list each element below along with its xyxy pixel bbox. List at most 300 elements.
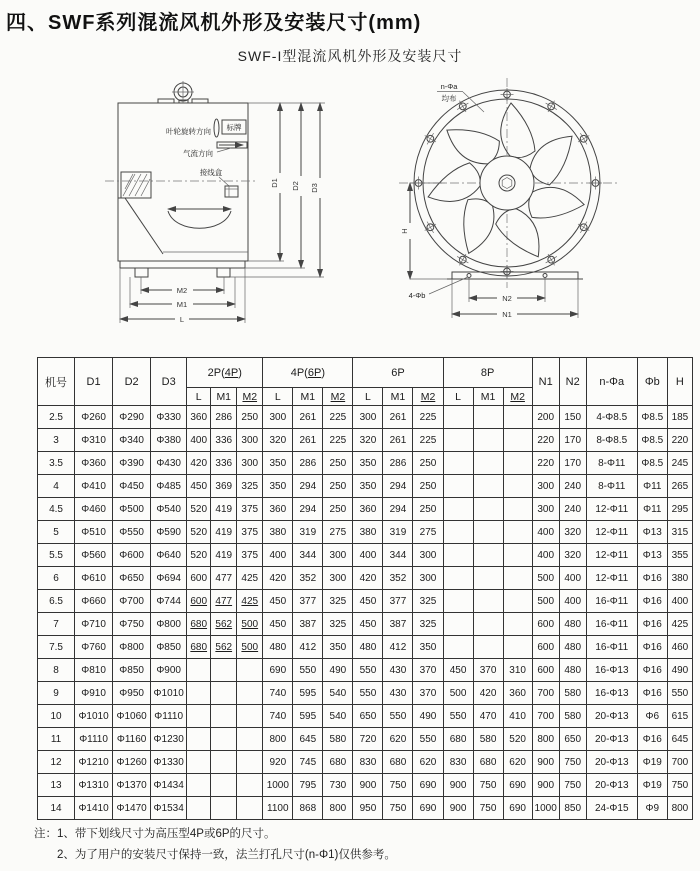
table-cell: 868	[293, 797, 323, 820]
table-cell: 500	[443, 682, 473, 705]
table-cell	[503, 590, 532, 613]
table-cell: 185	[667, 406, 692, 429]
dimension-h	[400, 183, 447, 279]
table-cell: 20-Φ13	[586, 751, 637, 774]
table-cell	[211, 797, 237, 820]
table-cell: Φ6	[637, 705, 667, 728]
svg-text:N1: N1	[502, 310, 512, 319]
table-cell: 380	[667, 567, 692, 590]
table-cell	[211, 774, 237, 797]
table-cell: 225	[323, 406, 353, 429]
svg-text:D2: D2	[291, 181, 300, 191]
table-cell: 500	[532, 590, 559, 613]
table-cell: Φ410	[75, 475, 113, 498]
table-cell: 350	[323, 636, 353, 659]
table-cell: 12-Φ11	[586, 521, 637, 544]
table-cell: Φ11	[637, 498, 667, 521]
table-cell: 370	[473, 659, 503, 682]
table-cell	[237, 774, 263, 797]
table-cell: 261	[293, 406, 323, 429]
table-cell	[443, 521, 473, 544]
table-cell: 490	[667, 659, 692, 682]
table-cell: 336	[211, 452, 237, 475]
table-cell: 550	[353, 682, 383, 705]
table-cell: 500	[237, 636, 263, 659]
table-cell: 750	[559, 774, 586, 797]
table-cell: Φ1010	[151, 682, 187, 705]
airflow-direction-label	[183, 142, 247, 158]
table-cell: 377	[383, 590, 413, 613]
table-cell: 4-Φ8.5	[586, 406, 637, 429]
table-cell: 352	[293, 567, 323, 590]
table-cell	[443, 544, 473, 567]
table-cell: 350	[413, 636, 443, 659]
table-row	[38, 567, 693, 590]
table-cell: 800	[532, 728, 559, 751]
table-cell: 750	[473, 797, 503, 820]
table-cell: 450	[187, 475, 211, 498]
table-cell	[237, 659, 263, 682]
table-cell: Φ900	[151, 659, 187, 682]
svg-text:均布: 均布	[441, 94, 457, 103]
table-cell: 4	[38, 475, 75, 498]
table-cell: 350	[263, 475, 293, 498]
table-cell	[443, 613, 473, 636]
table-cell: 419	[211, 498, 237, 521]
table-cell	[443, 475, 473, 498]
svg-text:D3: D3	[310, 183, 319, 193]
table-cell: 700	[532, 705, 559, 728]
table-cell: 450	[263, 613, 293, 636]
dimension-l	[120, 268, 245, 324]
table-cell	[211, 659, 237, 682]
table-cell: 580	[323, 728, 353, 751]
table-cell: 580	[473, 728, 503, 751]
table-cell: 562	[211, 613, 237, 636]
table-cell: Φ310	[75, 429, 113, 452]
table-cell	[187, 797, 211, 820]
table-cell: 336	[211, 429, 237, 452]
table-cell: 12-Φ11	[586, 567, 637, 590]
table-cell: 900	[443, 774, 473, 797]
table-cell: Φ11	[637, 475, 667, 498]
table-cell: 419	[211, 521, 237, 544]
table-cell: 387	[383, 613, 413, 636]
table-cell: 540	[323, 682, 353, 705]
table-cell: 477	[211, 567, 237, 590]
table-cell	[473, 567, 503, 590]
table-cell: 275	[323, 521, 353, 544]
table-cell: 620	[503, 751, 532, 774]
table-cell: 295	[667, 498, 692, 521]
table-cell: 900	[353, 774, 383, 797]
table-cell: 355	[667, 544, 692, 567]
table-cell: Φ13	[637, 544, 667, 567]
table-cell	[211, 705, 237, 728]
table-cell: Φ810	[75, 659, 113, 682]
table-cell: 3	[38, 429, 75, 452]
table-cell: 400	[559, 567, 586, 590]
table-cell	[443, 429, 473, 452]
table-cell: 275	[413, 521, 443, 544]
table-cell: 261	[293, 429, 323, 452]
table-cell: 300	[413, 567, 443, 590]
table-cell: 425	[237, 590, 263, 613]
table-cell: 20-Φ13	[586, 728, 637, 751]
header-d3: D3	[151, 358, 187, 406]
dimension-m2	[141, 277, 224, 295]
table-cell: 680	[187, 636, 211, 659]
table-cell: 920	[263, 751, 293, 774]
table-cell: 460	[667, 636, 692, 659]
table-cell: 650	[353, 705, 383, 728]
table-cell: 1000	[532, 797, 559, 820]
table-cell: Φ16	[637, 728, 667, 751]
table-cell: Φ610	[75, 567, 113, 590]
table-cell: 795	[293, 774, 323, 797]
table-cell: 12	[38, 751, 75, 774]
lifting-eyebolt-icon	[172, 81, 194, 103]
table-cell: 240	[559, 498, 586, 521]
table-cell: 11	[38, 728, 75, 751]
table-cell: 450	[263, 590, 293, 613]
table-cell: 265	[667, 475, 692, 498]
header-n2: N2	[559, 358, 586, 406]
table-cell: 225	[413, 429, 443, 452]
table-cell: 220	[532, 429, 559, 452]
table-cell: 700	[667, 751, 692, 774]
fan-table-body	[38, 406, 693, 820]
table-cell: 400	[559, 590, 586, 613]
table-cell: 360	[353, 498, 383, 521]
table-cell: Φ540	[151, 498, 187, 521]
table-cell: 480	[559, 659, 586, 682]
table-cell: 500	[237, 613, 263, 636]
table-cell: 400	[263, 544, 293, 567]
table-cell: 24-Φ15	[586, 797, 637, 820]
header-h: H	[667, 358, 692, 406]
table-cell: 320	[353, 429, 383, 452]
table-cell: 450	[353, 613, 383, 636]
table-cell: 16-Φ11	[586, 636, 637, 659]
table-cell: Φ16	[637, 613, 667, 636]
table-cell	[503, 613, 532, 636]
header-group-2p: 2P(4P)	[187, 358, 263, 388]
table-cell: 370	[413, 682, 443, 705]
table-cell: 645	[293, 728, 323, 751]
table-cell: 360	[503, 682, 532, 705]
table-cell: 830	[353, 751, 383, 774]
table-cell: Φ460	[75, 498, 113, 521]
svg-text:叶轮旋转方向: 叶轮旋转方向	[166, 127, 211, 136]
table-cell: Φ13	[637, 521, 667, 544]
table-cell: 261	[383, 429, 413, 452]
header-fb: Φb	[637, 358, 667, 406]
table-cell: Φ290	[113, 406, 151, 429]
table-cell: 690	[503, 774, 532, 797]
table-cell: 300	[323, 544, 353, 567]
table-row	[38, 728, 693, 751]
table-cell: 250	[413, 498, 443, 521]
table-cell	[473, 498, 503, 521]
dimension-d3	[230, 103, 324, 277]
table-cell: 690	[413, 774, 443, 797]
table-cell: Φ1060	[113, 705, 151, 728]
table-cell: Φ710	[75, 613, 113, 636]
table-cell: Φ330	[151, 406, 187, 429]
table-cell: 645	[667, 728, 692, 751]
table-cell: 620	[383, 728, 413, 751]
subheader-m2: M2	[503, 388, 532, 406]
table-cell: 600	[187, 567, 211, 590]
header-nfa: n-Φa	[586, 358, 637, 406]
table-cell: 750	[667, 774, 692, 797]
table-cell: 690	[503, 797, 532, 820]
table-cell: 286	[293, 452, 323, 475]
table-cell: 800	[263, 728, 293, 751]
table-cell: 600	[532, 659, 559, 682]
table-cell: Φ360	[75, 452, 113, 475]
table-cell: 325	[413, 590, 443, 613]
table-cell	[237, 682, 263, 705]
table-cell: 830	[443, 751, 473, 774]
table-cell: 5	[38, 521, 75, 544]
table-cell: 200	[532, 406, 559, 429]
table-cell: 420	[353, 567, 383, 590]
table-cell: Φ16	[637, 590, 667, 613]
table-cell: 369	[211, 475, 237, 498]
table-cell: Φ550	[113, 521, 151, 544]
table-cell: 550	[353, 659, 383, 682]
table-cell: 220	[667, 429, 692, 452]
table-cell: 286	[383, 452, 413, 475]
table-cell	[237, 705, 263, 728]
table-cell: 900	[532, 751, 559, 774]
table-cell: 375	[237, 521, 263, 544]
table-cell: Φ600	[113, 544, 151, 567]
table-cell: 550	[383, 705, 413, 728]
table-cell: Φ850	[113, 659, 151, 682]
table-row	[38, 751, 693, 774]
page-title: 四、SWF系列混流风机外形及安装尺寸(mm)	[6, 12, 422, 34]
table-cell: Φ560	[75, 544, 113, 567]
subheader-m1: M1	[473, 388, 503, 406]
table-cell: 595	[293, 682, 323, 705]
table-cell: 580	[559, 705, 586, 728]
table-cell: Φ800	[113, 636, 151, 659]
table-cell	[503, 544, 532, 567]
table-cell	[503, 567, 532, 590]
table-cell: 745	[293, 751, 323, 774]
table-cell	[187, 659, 211, 682]
header-group-4p: 4P(6P)	[263, 358, 353, 388]
table-cell	[503, 429, 532, 452]
table-cell	[187, 751, 211, 774]
table-cell: 250	[237, 406, 263, 429]
table-cell: 9	[38, 682, 75, 705]
table-cell: 730	[323, 774, 353, 797]
rotation-direction-label	[166, 119, 219, 137]
table-cell	[211, 682, 237, 705]
base-holes-callout	[409, 277, 468, 300]
table-cell: 400	[532, 544, 559, 567]
table-cell: 5.5	[38, 544, 75, 567]
table-cell: Φ1470	[113, 797, 151, 820]
table-cell	[473, 613, 503, 636]
table-cell: 300	[237, 452, 263, 475]
table-cell: 615	[667, 705, 692, 728]
table-row	[38, 636, 693, 659]
table-cell: 750	[383, 774, 413, 797]
table-cell: 352	[383, 567, 413, 590]
table-cell: Φ590	[151, 521, 187, 544]
table-cell: 520	[187, 498, 211, 521]
table-cell: 419	[211, 544, 237, 567]
table-row	[38, 659, 693, 682]
table-row	[38, 452, 693, 475]
table-cell: Φ16	[637, 567, 667, 590]
table-cell: 294	[293, 475, 323, 498]
table-cell: 450	[353, 590, 383, 613]
svg-text:N2: N2	[502, 294, 512, 303]
table-cell: 8-Φ11	[586, 452, 637, 475]
table-cell: 6	[38, 567, 75, 590]
table-cell	[443, 452, 473, 475]
svg-text:D1: D1	[270, 178, 279, 188]
table-cell: 12-Φ11	[586, 498, 637, 521]
table-cell: 680	[187, 613, 211, 636]
table-cell: 310	[503, 659, 532, 682]
table-cell: Φ1230	[151, 728, 187, 751]
table-cell: 344	[383, 544, 413, 567]
table-cell: 680	[473, 751, 503, 774]
table-cell: 170	[559, 429, 586, 452]
table-cell: 690	[263, 659, 293, 682]
svg-text:4-Φb: 4-Φb	[408, 291, 426, 300]
table-cell: 470	[473, 705, 503, 728]
table-cell: Φ1370	[113, 774, 151, 797]
table-cell: Φ19	[637, 774, 667, 797]
svg-text:接线盒: 接线盒	[199, 168, 223, 177]
table-cell: Φ660	[75, 590, 113, 613]
table-cell: Φ650	[113, 567, 151, 590]
table-cell: 680	[323, 751, 353, 774]
table-cell: 740	[263, 705, 293, 728]
table-cell: 16-Φ13	[586, 682, 637, 705]
table-cell	[187, 774, 211, 797]
table-cell: Φ1310	[75, 774, 113, 797]
fan-body-outline	[118, 81, 248, 261]
table-cell: 400	[353, 544, 383, 567]
table-cell: 16-Φ11	[586, 590, 637, 613]
svg-text:M1: M1	[176, 300, 188, 309]
table-row	[38, 590, 693, 613]
header-group-6p: 6P	[353, 358, 443, 388]
table-cell: 225	[323, 429, 353, 452]
table-cell: Φ700	[113, 590, 151, 613]
table-cell: 410	[503, 705, 532, 728]
table-cell: 360	[187, 406, 211, 429]
table-cell	[473, 406, 503, 429]
table-cell: 425	[237, 567, 263, 590]
table-cell: Φ744	[151, 590, 187, 613]
subheader-m1: M1	[383, 388, 413, 406]
table-cell: 320	[559, 544, 586, 567]
table-cell: 580	[559, 682, 586, 705]
subheader-l: L	[263, 388, 293, 406]
table-cell: 10	[38, 705, 75, 728]
table-cell: Φ340	[113, 429, 151, 452]
table-cell: 3.5	[38, 452, 75, 475]
table-cell: 425	[667, 613, 692, 636]
svg-text:L: L	[179, 315, 185, 324]
table-cell: 225	[413, 406, 443, 429]
header-group-8p: 8P	[443, 358, 532, 388]
table-cell: 400	[667, 590, 692, 613]
svg-text:H: H	[400, 228, 409, 234]
table-cell	[503, 521, 532, 544]
table-cell: Φ850	[151, 636, 187, 659]
dimension-n1	[452, 279, 578, 319]
table-cell: 380	[263, 521, 293, 544]
footnote-2: 2、为了用户的安装尺寸保持一致，法兰打孔尺寸(n-Φ1)仅供参考。	[57, 849, 396, 862]
table-cell: 250	[413, 452, 443, 475]
subheader-m1: M1	[211, 388, 237, 406]
table-cell	[473, 521, 503, 544]
table-cell: 20-Φ13	[586, 774, 637, 797]
table-cell: 150	[559, 406, 586, 429]
table-cell: 550	[413, 728, 443, 751]
header-jihao: 机号	[38, 358, 75, 406]
table-cell: Φ8.5	[637, 429, 667, 452]
table-cell: 680	[443, 728, 473, 751]
table-cell: 16-Φ13	[586, 659, 637, 682]
table-cell	[443, 636, 473, 659]
subheader-m2: M2	[413, 388, 443, 406]
table-cell	[473, 475, 503, 498]
table-cell: Φ1330	[151, 751, 187, 774]
table-cell	[211, 751, 237, 774]
table-cell: 350	[263, 452, 293, 475]
table-row	[38, 544, 693, 567]
table-cell: 319	[293, 521, 323, 544]
table-cell: 600	[187, 590, 211, 613]
table-cell: 294	[293, 498, 323, 521]
table-cell: 412	[293, 636, 323, 659]
table-cell: 8-Φ8.5	[586, 429, 637, 452]
table-cell: 680	[383, 751, 413, 774]
table-cell: 480	[263, 636, 293, 659]
table-cell	[211, 728, 237, 751]
table-cell: 250	[323, 475, 353, 498]
footnotes	[34, 824, 684, 867]
table-cell	[237, 728, 263, 751]
table-cell: 344	[293, 544, 323, 567]
table-row	[38, 705, 693, 728]
table-cell: 377	[293, 590, 323, 613]
dimension-n2	[469, 278, 545, 303]
table-cell	[473, 636, 503, 659]
table-cell: 750	[473, 774, 503, 797]
impeller-hub	[118, 172, 163, 254]
table-cell: 700	[532, 682, 559, 705]
table-cell: Φ510	[75, 521, 113, 544]
table-cell: 850	[559, 797, 586, 820]
table-cell: 300	[532, 475, 559, 498]
table-cell	[473, 429, 503, 452]
subheader-l: L	[443, 388, 473, 406]
table-cell: 600	[532, 636, 559, 659]
